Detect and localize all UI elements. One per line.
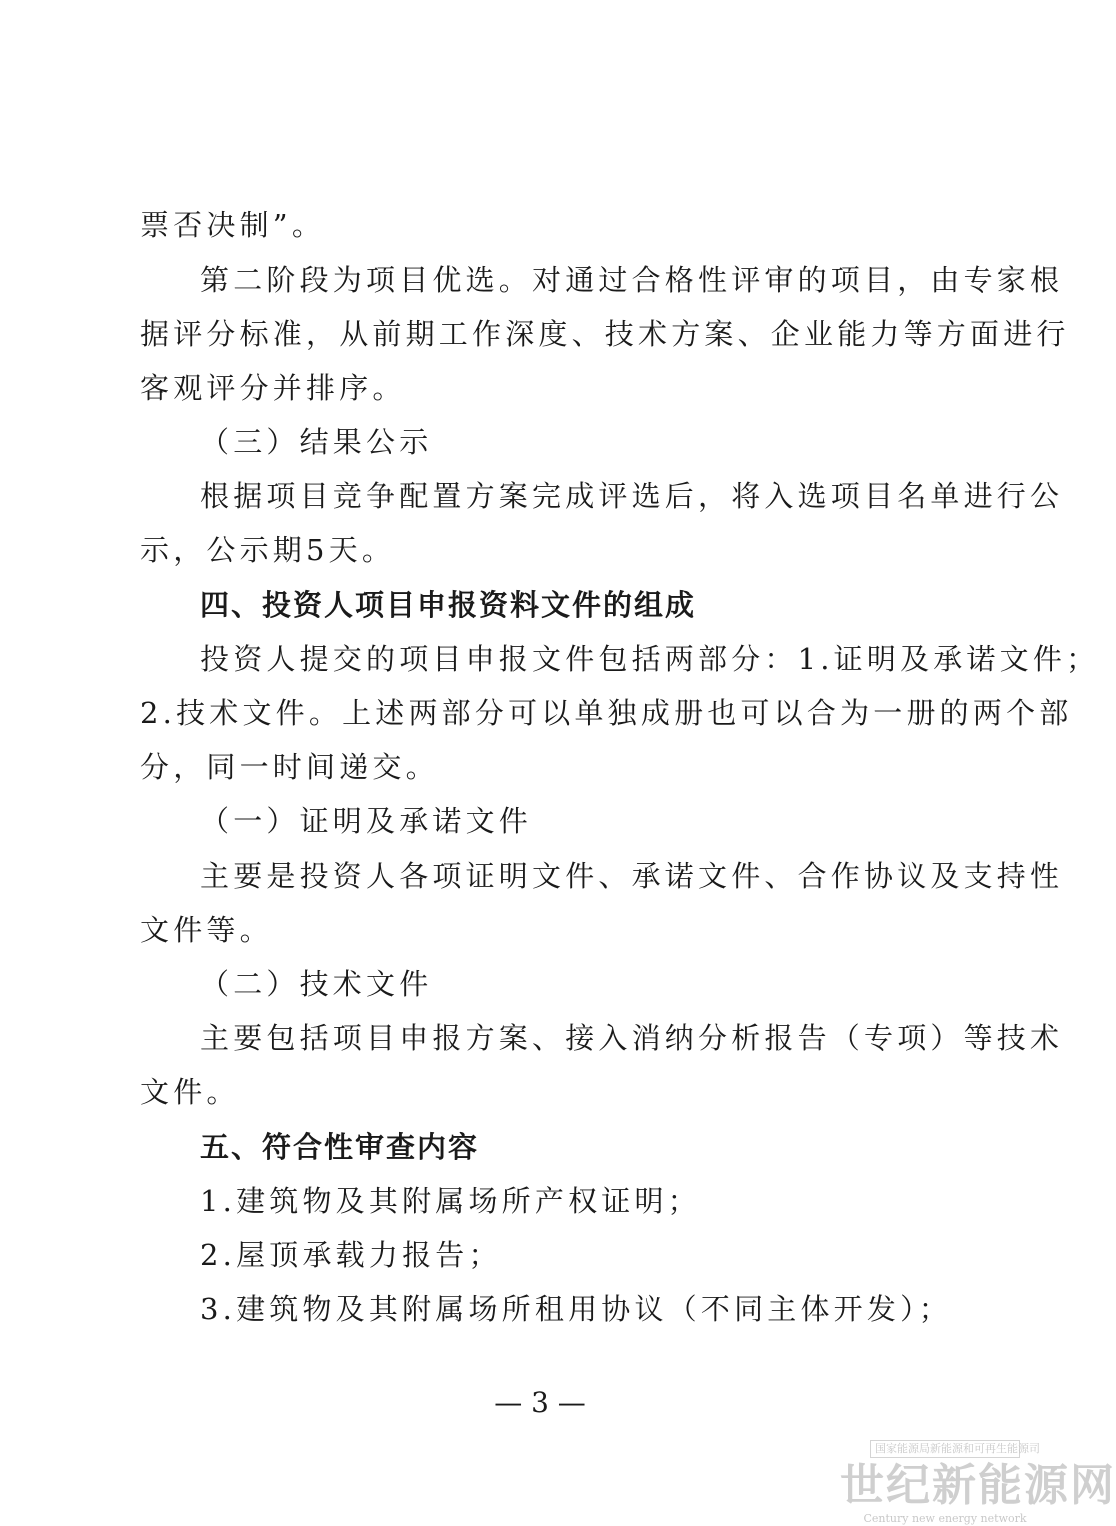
watermark-title: 世纪新能源网: [840, 1460, 1116, 1511]
body-text-line: 示，公示期5天。: [140, 533, 396, 567]
body-text-line: 2.技术文件。上述两部分可以单独成册也可以合为一册的两个部: [140, 696, 1073, 730]
watermark-logo: [840, 1440, 1116, 1526]
subsection-heading: （一）证明及承诺文件: [200, 804, 533, 838]
list-item: 3.建筑物及其附属场所租用协议（不同主体开发）；: [200, 1292, 952, 1326]
watermark-english: Century new energy network: [863, 1512, 1027, 1525]
body-text-line: 客观评分并排序。: [140, 371, 406, 405]
subsection-heading: （二）技术文件: [200, 967, 433, 1001]
body-text-line: 票否决制”。: [140, 208, 326, 242]
body-text-line: 主要包括项目申报方案、接入消纳分析报告（专项）等技术: [200, 1021, 1064, 1055]
page-number: — 3 —: [494, 1386, 586, 1419]
section-heading: 四、投资人项目申报资料文件的组成: [200, 588, 697, 622]
subsection-heading: （三）结果公示: [200, 425, 433, 459]
body-text-line: 分，同一时间递交。: [140, 750, 439, 784]
body-text-line: 根据项目竞争配置方案完成评选后，将入选项目名单进行公: [200, 479, 1064, 513]
body-text-line: 据评分标准，从前期工作深度、技术方案、企业能力等方面进行: [140, 317, 1070, 351]
body-text-line: 投资人提交的项目申报文件包括两部分：1.证明及承诺文件；: [200, 642, 1100, 676]
body-text-line: 文件。: [140, 1075, 240, 1109]
section-heading: 五、符合性审查内容: [200, 1130, 480, 1164]
watermark-small-text: 国家能源局新能源和可再生能源司: [870, 1440, 1020, 1458]
body-text-line: 文件等。: [140, 913, 273, 947]
body-text-line: 主要是投资人各项证明文件、承诺文件、合作协议及支持性: [200, 859, 1064, 893]
body-text-line: 第二阶段为项目优选。对通过合格性评审的项目，由专家根: [200, 263, 1064, 297]
list-item: 1.建筑物及其附属场所产权证明；: [200, 1184, 701, 1218]
list-item: 2.屋顶承载力报告；: [200, 1238, 502, 1272]
